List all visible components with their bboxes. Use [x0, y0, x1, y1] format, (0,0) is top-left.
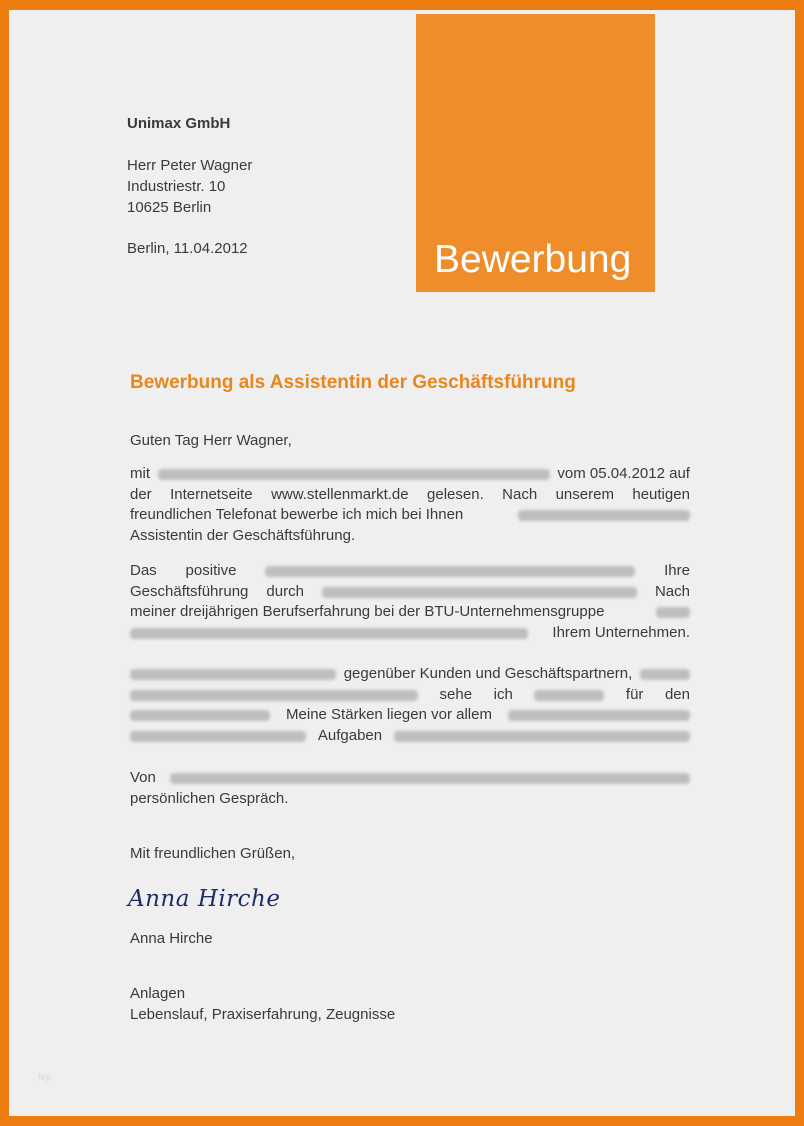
handwritten-signature: Anna Hirche [128, 886, 281, 912]
text-fragment: Nach [502, 485, 538, 503]
text-fragment: Ihrem Unternehmen. [552, 624, 690, 642]
text-fragment: persönlichen Gespräch. [130, 789, 289, 807]
greeting: Guten Tag Herr Wagner, [130, 432, 292, 449]
redacted-text [508, 710, 690, 721]
text-fragment: gegenüber Kunden und Geschäftspartnern, [343, 665, 633, 682]
paragraph-line [130, 664, 690, 685]
text-fragment: Assistentin der Geschäftsführung. [130, 527, 356, 545]
paragraph-line [130, 602, 690, 623]
paragraph-line [130, 726, 690, 747]
redacted-text [656, 607, 690, 618]
paragraph-1 [130, 464, 690, 547]
text-fragment: unserem [555, 485, 614, 503]
paragraph-line [130, 505, 690, 526]
paragraph-line [130, 485, 690, 506]
paragraph-line [130, 705, 690, 726]
paragraph-line [130, 789, 690, 810]
redacted-text [130, 628, 528, 639]
text-fragment: Aufgaben [317, 727, 383, 745]
closing-line: Mit freundlichen Grüßen, [130, 845, 296, 862]
redacted-text [170, 773, 690, 784]
text-fragment: durch [266, 582, 304, 600]
text-fragment: gelesen. [427, 485, 484, 503]
date-line: Berlin, 11.04.2012 [127, 240, 248, 257]
text-fragment: sehe [439, 685, 473, 703]
footer-watermark: hrp [38, 1072, 52, 1082]
paragraph-line [130, 768, 690, 789]
paragraph-line [130, 623, 690, 644]
redacted-text [394, 731, 690, 742]
attachments-list: Lebenslauf, Praxiserfahrung, Zeugnisse [130, 1006, 396, 1023]
text-fragment: freundlichen Telefonat bewerbe ich mich bei Ihnen [130, 506, 464, 524]
redacted-text [640, 669, 690, 680]
paragraph-line [130, 464, 690, 485]
attachments-heading: Anlagen [130, 985, 186, 1002]
paragraph-line [130, 561, 690, 582]
recipient-city: 10625 Berlin [127, 199, 212, 216]
text-fragment: der [130, 485, 152, 503]
redacted-text [130, 669, 336, 680]
text-fragment: Nach [654, 582, 690, 600]
redacted-text [130, 710, 270, 721]
signer-name: Anna Hirche [130, 930, 213, 947]
text-fragment: vom 05.04.2012 auf [557, 465, 690, 482]
text-fragment: positive [185, 562, 237, 579]
redacted-text [518, 510, 690, 521]
text-fragment: Das [130, 562, 157, 579]
text-fragment: Ihre [664, 562, 690, 579]
paragraph-line [130, 685, 690, 706]
redacted-text [265, 566, 635, 577]
recipient-street: Industriestr. 10 [127, 178, 226, 195]
text-fragment: www.stellenmarkt.de [271, 485, 409, 503]
redacted-text [322, 587, 637, 598]
text-fragment: den [664, 685, 690, 703]
text-fragment: Geschäftsführung [130, 582, 249, 600]
paragraph-4 [130, 768, 690, 809]
subject-line: Bewerbung als Assistentin der Geschäftsführung [130, 372, 576, 393]
paragraph-line [130, 526, 690, 547]
redacted-text [158, 469, 550, 480]
paragraph-3 [130, 664, 690, 747]
text-fragment: meiner dreijährigen Berufserfahrung bei der BTU-Unternehmensgruppe [130, 603, 605, 621]
text-fragment: mit [130, 465, 150, 482]
paragraph-2 [130, 561, 690, 644]
banner-title: Bewerbung [434, 238, 632, 281]
text-fragment: ich [493, 685, 513, 703]
redacted-text [534, 690, 604, 701]
paragraph-line [130, 582, 690, 603]
text-fragment: Internetseite [170, 485, 253, 503]
text-fragment: Von [130, 769, 156, 786]
text-fragment: heutigen [632, 485, 690, 503]
text-fragment: für [625, 685, 644, 703]
redacted-text [130, 690, 418, 701]
text-fragment: Meine Stärken liegen vor allem [286, 706, 492, 724]
recipient-name: Herr Peter Wagner [127, 157, 253, 174]
redacted-text [130, 731, 306, 742]
recipient-company: Unimax GmbH [127, 115, 231, 132]
